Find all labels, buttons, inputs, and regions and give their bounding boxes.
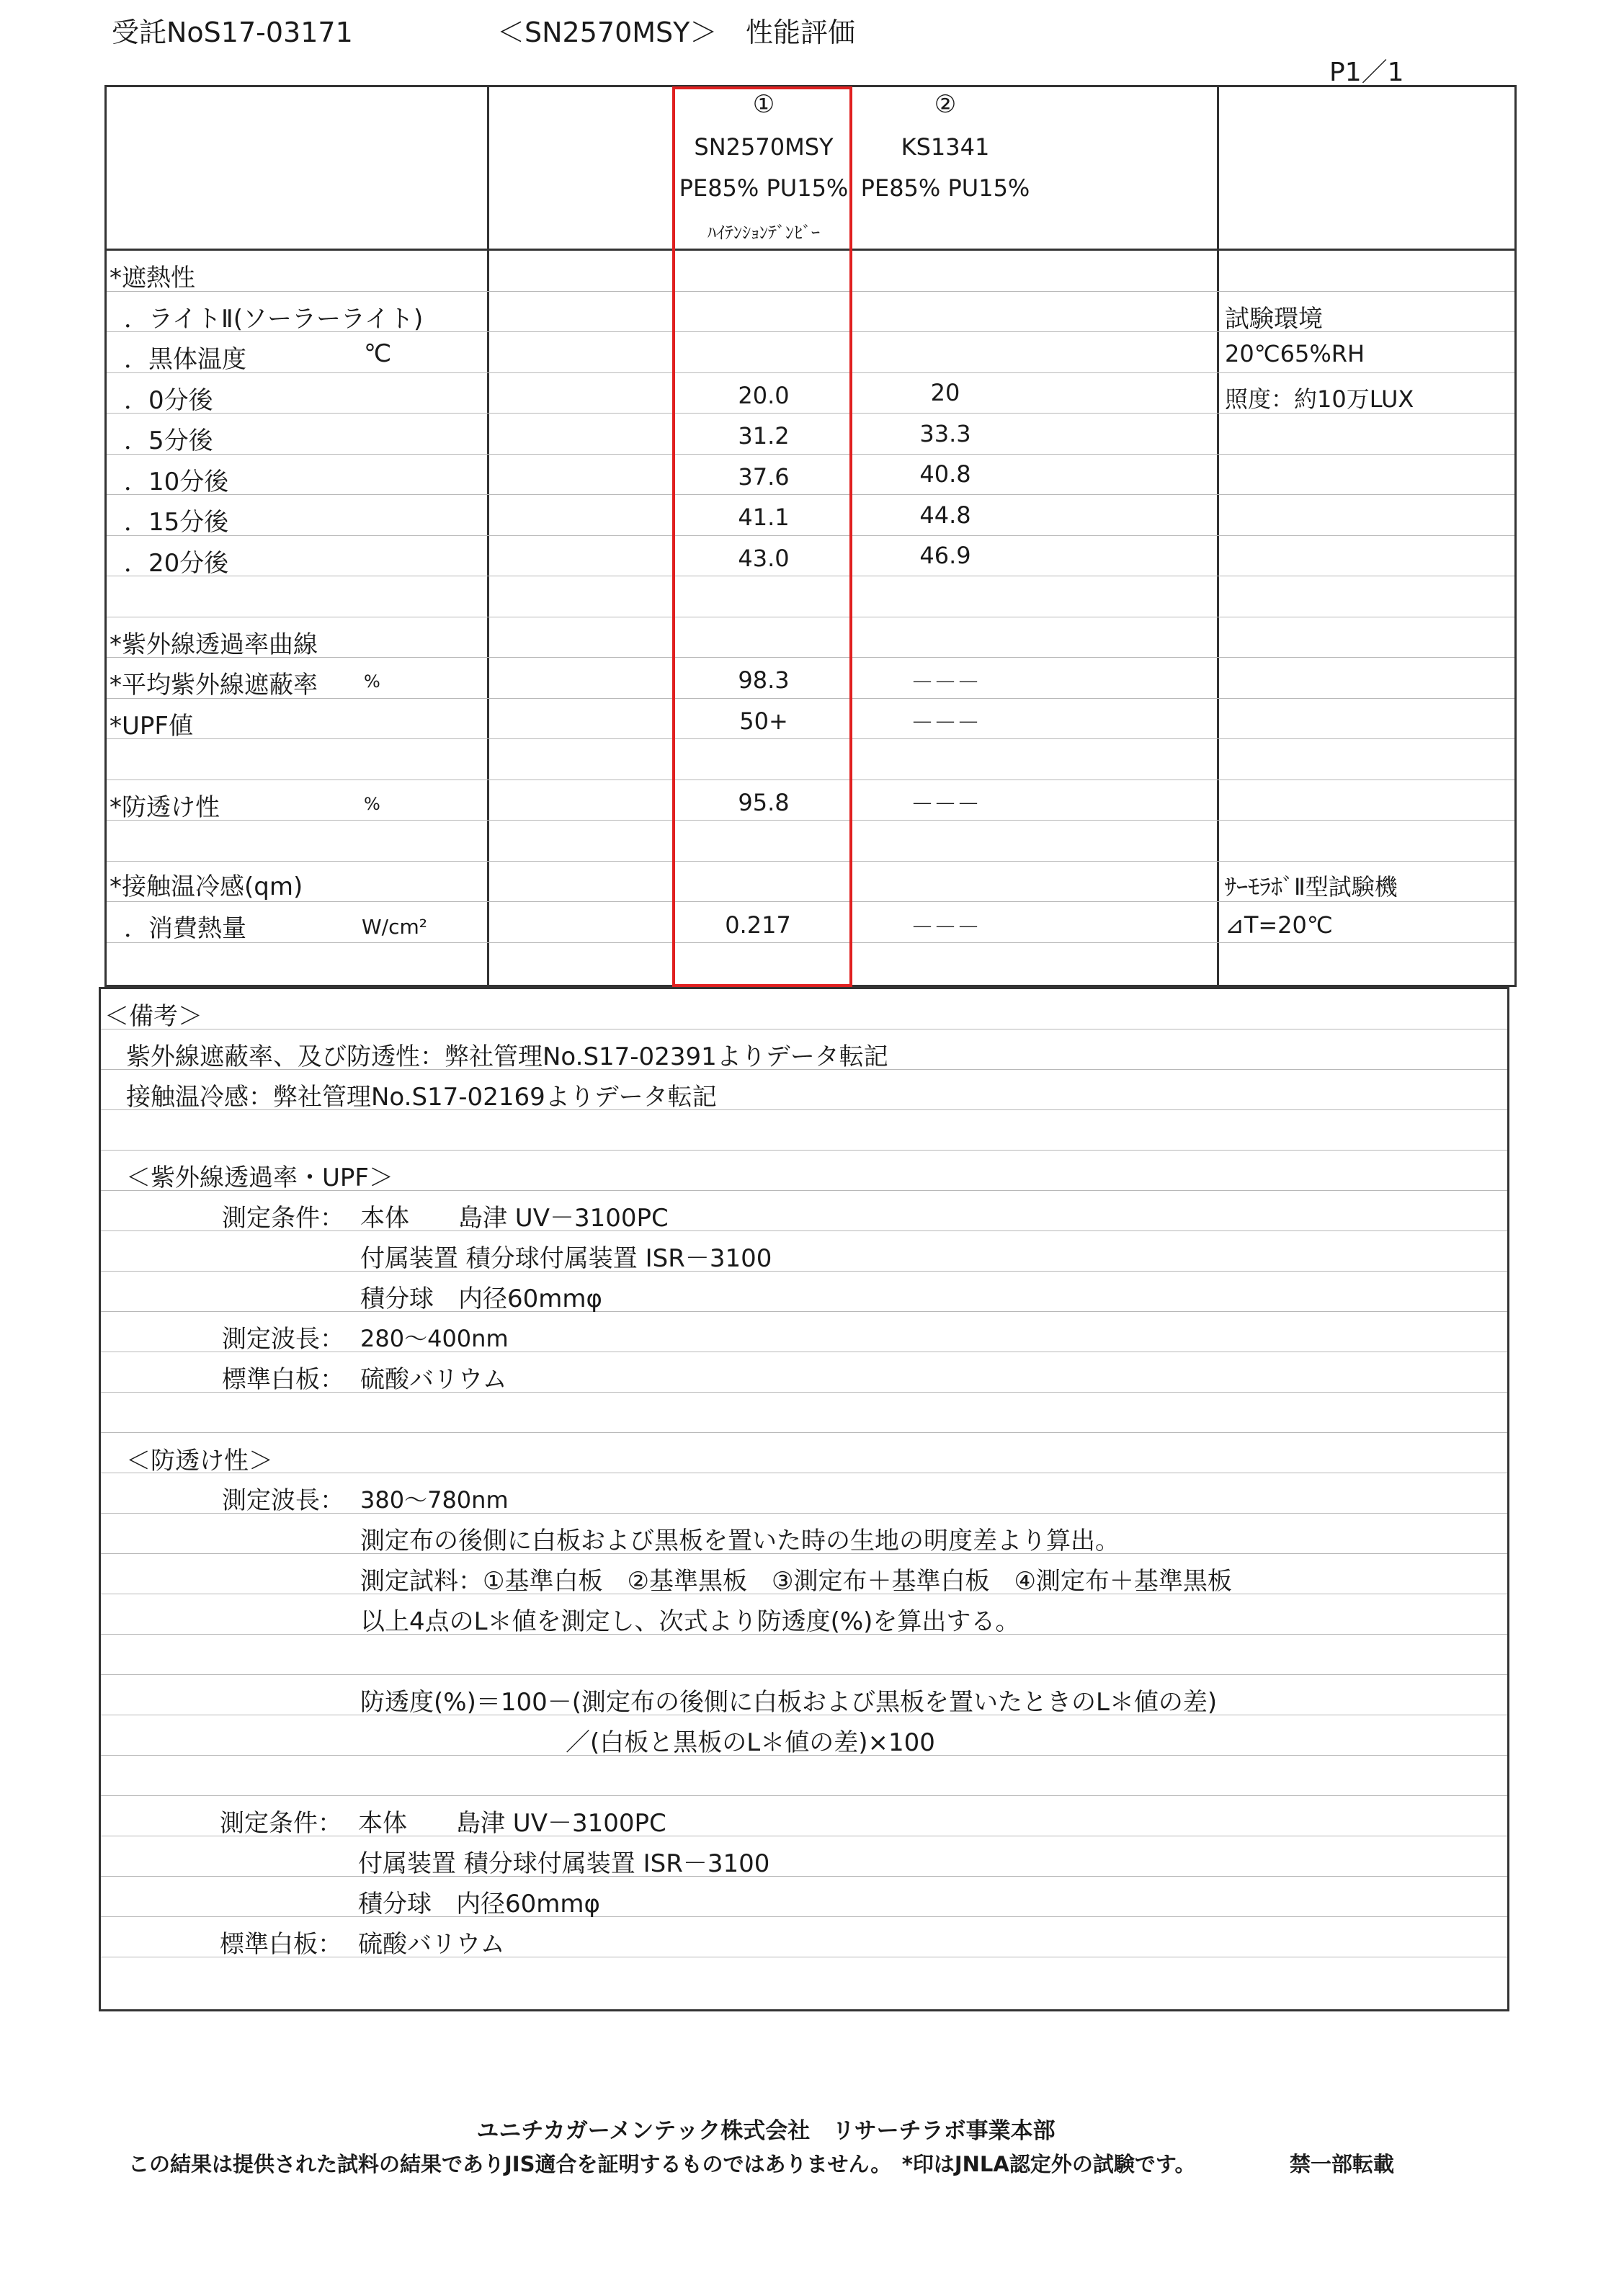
formula: ／(白板と黒板のL＊値の差)×100 <box>566 1728 935 1757</box>
col1-note: ﾊｲﾃﾝｼｮﾝﾃﾞﾝﾋﾞｰ <box>708 223 820 243</box>
remark-line: 紫外線遮蔽率、及び防透性：弊社管理No.S17-02391よりデータ転記 <box>126 1042 888 1071</box>
row-label: *平均紫外線遮蔽率 <box>110 671 318 700</box>
column-divider <box>1217 85 1219 987</box>
uv-cond: 本体 島津 UV－3100PC <box>360 1204 669 1233</box>
row-label: ．15分後 <box>124 508 229 537</box>
column-divider <box>487 85 489 987</box>
row-label: *防透け性 <box>110 793 220 822</box>
row-value-1: 98.3 <box>738 666 790 694</box>
row-value-2: 20 <box>930 379 960 406</box>
row-label: *遮熱性 <box>110 264 195 292</box>
row-unit: W/cm² <box>362 915 428 939</box>
company-name: ユニチカガーメンテック株式会社 リサーチラボ事業本部 <box>476 2118 1056 2144</box>
row-unit: ℃ <box>364 339 392 368</box>
row-value-2: 46.9 <box>919 542 971 569</box>
row-label: ．10分後 <box>124 468 229 496</box>
row-value-2: －－－ <box>910 709 981 736</box>
row-value-1: 31.2 <box>738 422 790 450</box>
st-desc: 測定試料：①基準白板 ②基準黒板 ③測定布＋基準白板 ④測定布＋基準黒板 <box>360 1567 1232 1596</box>
st-cond-label: 測定条件： <box>220 1809 342 1838</box>
st-white: 硫酸バリウム <box>358 1930 505 1959</box>
st-desc: 測定布の後側に白板および黒板を置いた時の生地の明度差より算出。 <box>360 1527 1120 1555</box>
see-through-heading: ＜防透け性＞ <box>126 1447 273 1475</box>
row-note: 20℃65%RH <box>1225 340 1365 367</box>
product-code: ＜SN2570MSY＞ <box>497 17 718 48</box>
uv-cond: 付属装置 積分球付属装置 ISR－3100 <box>360 1244 772 1273</box>
row-value-2: 40.8 <box>919 460 971 488</box>
col2-number: ② <box>934 90 957 119</box>
row-label: *UPF値 <box>110 712 193 741</box>
uv-wave: 280～400nm <box>360 1325 509 1352</box>
col1-composition: PE85% PU15% <box>679 174 849 202</box>
st-cond: 付属装置 積分球付属装置 ISR－3100 <box>358 1849 770 1878</box>
row-value-1: 37.6 <box>738 463 790 491</box>
disclaimer: この結果は提供された試料の結果でありJIS適合を証明するものではありません。 *印はJNLA認定外の試験です。 <box>128 2152 1196 2176</box>
row-label: *接触温冷感(qm) <box>110 872 303 901</box>
row-value-1: 0.217 <box>725 911 791 939</box>
row-value-1: 41.1 <box>738 504 790 531</box>
row-unit: % <box>364 671 380 692</box>
st-cond: 積分球 内径60mmφ <box>358 1890 600 1918</box>
row-value-2: －－－ <box>910 914 981 941</box>
remark-line: 接触温冷感：弊社管理No.S17-02169よりデータ転記 <box>126 1083 717 1112</box>
remarks-heading: ＜備考＞ <box>104 1002 202 1031</box>
row-note: ｻｰﾓﾗﾎﾞⅡ型試験機 <box>1225 873 1398 901</box>
row-label: ．ライトⅡ(ソーラーライト) <box>124 305 424 334</box>
page-number: P1／1 <box>1329 58 1404 87</box>
row-value-2: 44.8 <box>919 501 971 529</box>
row-value-1: 50+ <box>739 707 788 735</box>
uv-cond-label: 測定条件： <box>222 1204 344 1233</box>
row-label: ．黒体温度 <box>124 345 246 374</box>
uv-white: 硫酸バリウム <box>360 1365 507 1394</box>
reprint-notice: 禁一部転載 <box>1290 2152 1395 2176</box>
row-value-1: 43.0 <box>738 545 790 572</box>
row-label: ．5分後 <box>124 426 213 455</box>
st-wave-label: 測定波長： <box>222 1486 344 1515</box>
row-value-2: －－－ <box>910 790 981 818</box>
row-value-1: 20.0 <box>738 382 790 409</box>
row-note: 試験環境 <box>1225 305 1323 334</box>
uv-white-label: 標準白板： <box>222 1365 344 1394</box>
row-note: 照度：約10万LUX <box>1225 385 1414 413</box>
col2-composition: PE85% PU15% <box>860 174 1030 202</box>
uv-cond: 積分球 内径60mmφ <box>360 1285 602 1313</box>
st-cond: 本体 島津 UV－3100PC <box>358 1809 666 1838</box>
row-value-2: －－－ <box>910 669 981 696</box>
row-label: ．消費熱量 <box>124 914 246 943</box>
st-wave: 380～780nm <box>360 1486 509 1514</box>
uv-wave-label: 測定波長： <box>222 1325 344 1354</box>
st-desc: 以上4点のL＊値を測定し、次式より防透度(%)を算出する。 <box>360 1607 1020 1636</box>
col1-name: SN2570MSY <box>694 133 834 161</box>
row-label: *紫外線透過率曲線 <box>110 630 318 659</box>
page-title: 性能評価 <box>746 17 856 48</box>
row-unit: % <box>364 794 380 814</box>
formula: 防透度(%)＝100－(測定布の後側に白板および黒板を置いたときのL＊値の差) <box>360 1688 1218 1717</box>
receipt-number: 受託NoS17-03171 <box>112 17 353 48</box>
row-value-2: 33.3 <box>919 420 971 447</box>
col2-name: KS1341 <box>901 133 990 161</box>
st-white-label: 標準白板： <box>220 1930 342 1959</box>
row-note: ⊿T=20℃ <box>1225 911 1333 939</box>
row-label: ．20分後 <box>124 549 229 578</box>
uv-heading: ＜紫外線透過率・UPF＞ <box>126 1163 393 1192</box>
row-label: ．0分後 <box>124 386 213 415</box>
row-value-1: 95.8 <box>738 789 790 816</box>
col1-number: ① <box>752 90 775 119</box>
